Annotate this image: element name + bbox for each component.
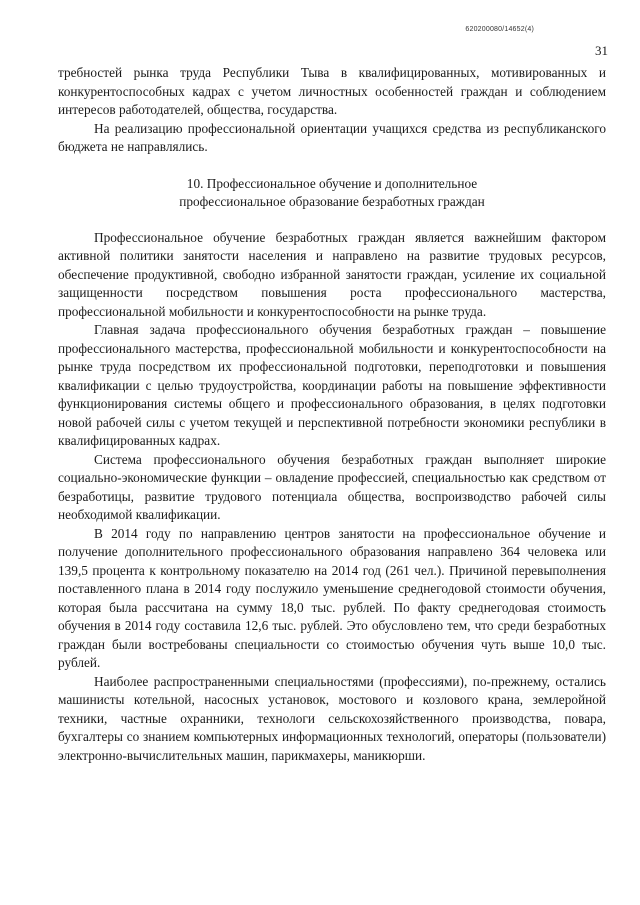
section-heading [58,175,606,212]
section-heading-line-1: 10. Профессиональное обучение и дополнительное [186,175,478,191]
section-paragraph: Главная задача профессионального обучения безработных граждан – повышение профессионального мастерства, профессиональной мобильности и конкурентоспособности на рынке труда посредством их профессиональной подготовки, переподготовки и повышения квалификации с целью трудоустройства, координации работы на повышение эффективности функционирования системы общего и профессионального образования, в целях подготовки новой рабочей силы с учетом текущей и перспективной потребности экономики республики в квалифицированных кадрах. [58,322,606,448]
page-number: 31 [595,43,608,58]
section-heading-line-2: профессиональное образование безработных граждан [179,194,485,209]
intro-paragraph-continued: требностей рынка труда Республики Тыва в квалифицированных, мотивированных и конкурентоспособных кадрах с учетом личностных особенностей граждан и соблюдением интересов работодателей, общества, государства. [58,65,606,117]
section-paragraph: Наиболее распространенными специальностями (профессиями), по-прежнему, остались машинисты котельной, насосных установок, мостового и козлового крана, землеройной техники, частные охранники, технологи сельскохозяйственного производства, повара, бухгалтеры со знанием компьютерных информационных технологий, операторы (пользователи) электронно-вычислительных машин, парикмахеры, маникюрши. [58,673,606,763]
document-body [58,64,606,765]
section-paragraph: Система профессионального обучения безработных граждан выполняет широкие социально-экономические функции – овладение профессией, специальностью как средством от безработицы, развитие трудового потенциала общества, воспроизводство рабочей силы необходимой квалификации. [58,451,606,522]
document-registration-code: 620200080/14652(4) [465,26,534,33]
section-paragraph: В 2014 году по направлению центров занятости на профессиональное обучение и получение дополнительного профессионального образования направлено 364 человека или 139,5 процента к контрольному показателю на 2014 год (261 чел.). Причиной перевыполнения поставленного плана в 2014 году послужило уменьшение среднегодовой стоимости обучения, которая была рассчитана на сумму 18,0 тыс. рублей. По факту среднегодовая стоимость обучения в 2014 году составила 12,6 тыс. рублей. Это обусловлено тем, что среди безработных граждан были востребованы специальности со стоимостью обучения чуть выше 10,0 тыс. рублей. [58,525,606,670]
intro-paragraph: На реализацию профессиональной ориентации учащихся средства из республиканского бюджета не направлялись. [58,120,606,154]
section-paragraph: Профессиональное обучение безработных граждан является важнейшим фактором активной политики занятости населения и направлено на развитие трудовых ресурсов, обеспечение продуктивной, свободно избранной занятости граждан, усиление их социальной защищенности посредством повышения роста профессионального мастерства, профессиональной мобильности и конкурентоспособности на рынке труда. [58,229,606,319]
